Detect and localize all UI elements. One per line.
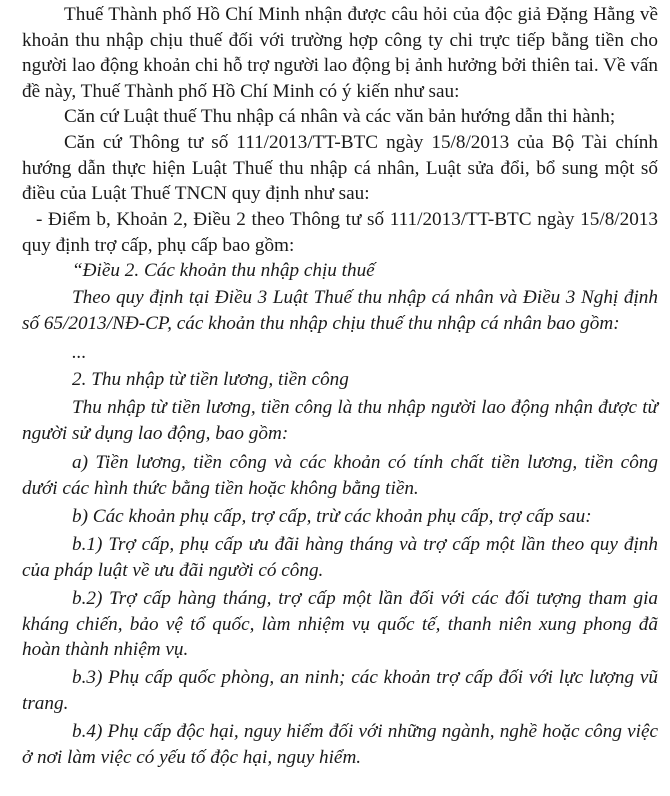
quoted-item-a: a) Tiền lương, tiền công và các khoản có tính chất tiền lương, tiền công dưới các hình thức bằng tiền hoặc không bằng tiền. xyxy=(22,452,658,499)
quoted-item-b: b) Các khoản phụ cấp, trợ cấp, trừ các khoản phụ cấp, trợ cấp sau: xyxy=(72,506,592,527)
quoted-item-2-heading: 2. Thu nhập từ tiền lương, tiền công xyxy=(72,369,349,390)
quoted-item-b1: b.1) Trợ cấp, phụ cấp ưu đãi hàng tháng và trợ cấp một lần theo quy định của pháp luật về ưu đãi người có công. xyxy=(22,534,658,581)
quoted-article-heading: “Điều 2. Các khoản thu nhập chịu thuế xyxy=(72,260,375,281)
circular-basis-paragraph: Căn cứ Thông tư số 111/2013/TT-BTC ngày 15/8/2013 của Bộ Tài chính hướng dẫn thực hiện Luật Thuế thu nhập cá nhân, Luật sửa đổi, bổ sung một số điều của Luật Thuế TNCN quy định như sau: xyxy=(22,132,658,204)
quoted-ellipsis: ... xyxy=(72,342,87,363)
clause-reference-paragraph: - Điểm b, Khoản 2, Điều 2 theo Thông tư số 111/2013/TT-BTC ngày 15/8/2013 quy định trợ cấp, phụ cấp bao gồm: xyxy=(22,209,658,256)
quoted-item-b4: b.4) Phụ cấp độc hại, nguy hiểm đối với những ngành, nghề hoặc công việc ở nơi làm việc có yếu tố độc hại, nguy hiểm. xyxy=(22,721,658,768)
quoted-regulation-paragraph: Theo quy định tại Điều 3 Luật Thuế thu nhập cá nhân và Điều 3 Nghị định số 65/2013/NĐ-CP, các khoản thu nhập chịu thuế thu nhập cá nhân bao gồm: xyxy=(22,287,658,334)
legal-basis-paragraph: Căn cứ Luật thuế Thu nhập cá nhân và các văn bản hướng dẫn thi hành; xyxy=(64,106,616,127)
intro-paragraph: Thuế Thành phố Hồ Chí Minh nhận được câu hỏi của độc giả Đặng Hằng về khoản thu nhập chịu thuế đối với trường hợp công ty chi trực tiếp bằng tiền cho người lao động khoản chi hỗ trợ người lao động bị ảnh hưởng bởi thiên tai. Về vấn đề này, Thuế Thành phố Hồ Chí Minh có ý kiến như sau: xyxy=(22,4,658,102)
quoted-item-b3: b.3) Phụ cấp quốc phòng, an ninh; các khoản trợ cấp đối với lực lượng vũ trang. xyxy=(22,667,658,714)
quoted-income-definition: Thu nhập từ tiền lương, tiền công là thu nhập người lao động nhận được từ người sử dụng lao động, bao gồm: xyxy=(22,397,658,444)
quoted-item-b2: b.2) Trợ cấp hàng tháng, trợ cấp một lần đối với các đối tượng tham gia kháng chiến, bảo vệ tổ quốc, làm nhiệm vụ quốc tế, thanh niên xung phong đã hoàn thành nhiệm vụ. xyxy=(22,588,658,660)
